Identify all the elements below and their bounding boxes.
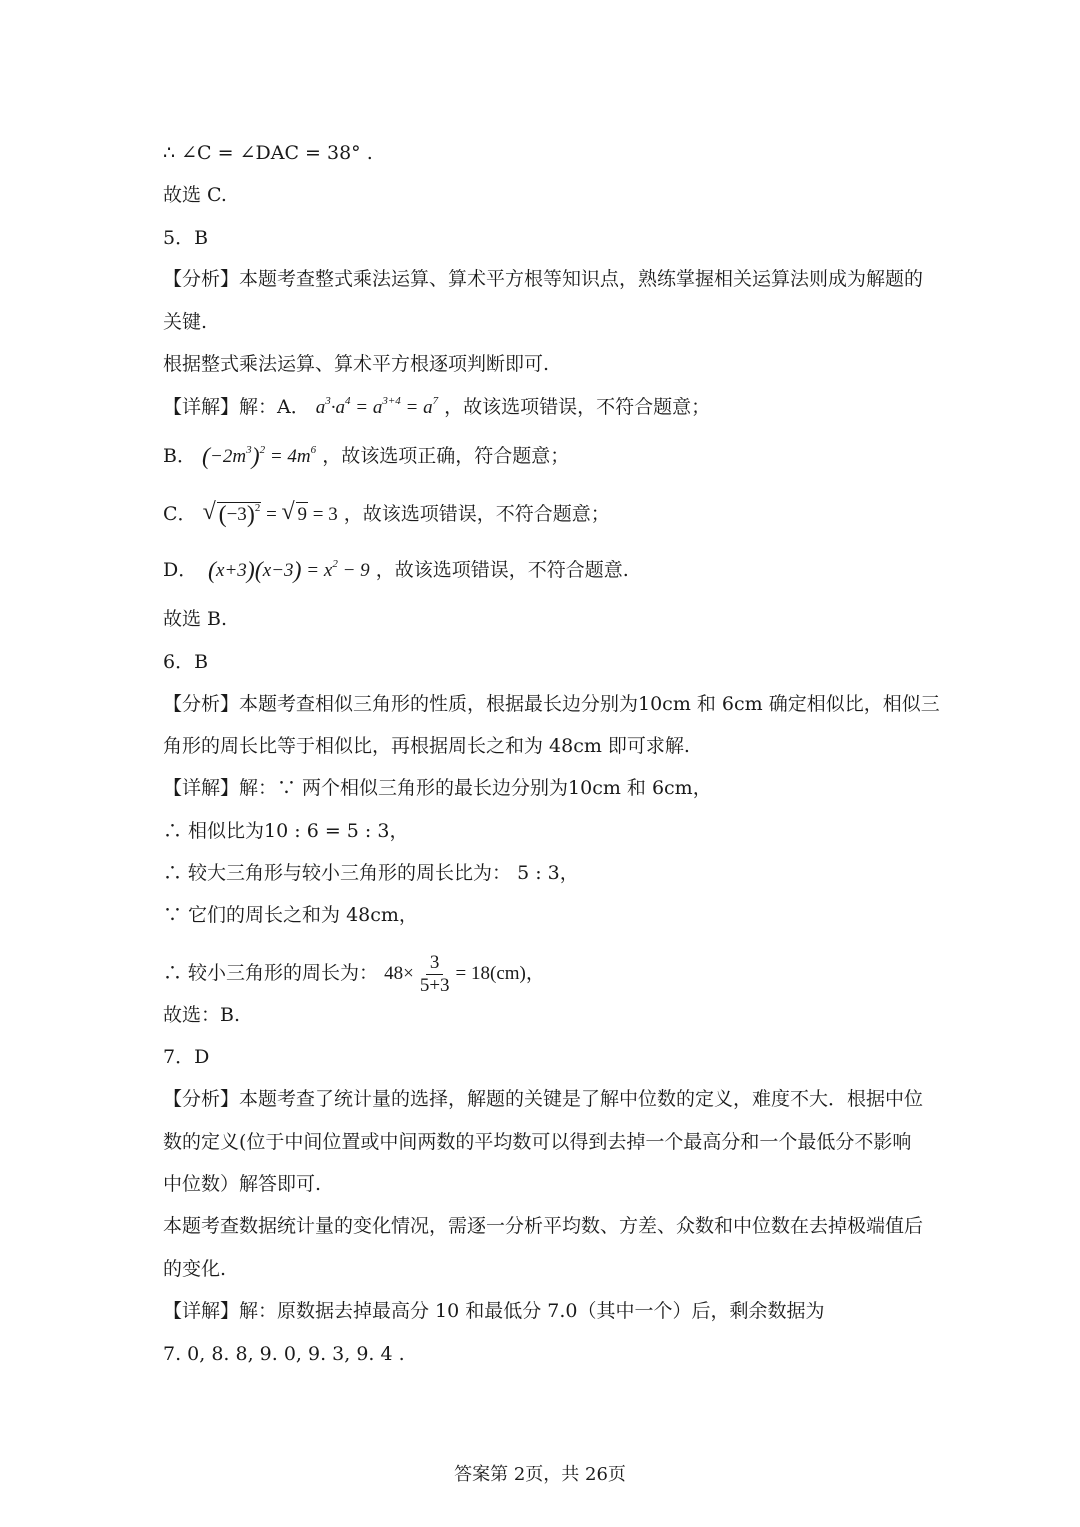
detail-line: ∴ 相似比为10 : 6 = 5 : 3， xyxy=(163,820,409,842)
analysis-line: 角形的周长比等于相似比，再根据周长之和为 48cm 即可求解. xyxy=(163,735,690,757)
question-5-answer: 5．B xyxy=(163,227,209,249)
line-prefix: D． xyxy=(163,559,198,581)
question-7-answer: 7．D xyxy=(163,1046,210,1068)
math-expression: $(-2m^3)^2 = 4m^6$ xyxy=(202,444,317,470)
fraction-denominator: 5+3 xyxy=(419,975,450,996)
line-suffix: ，故该选项正确，符合题意； xyxy=(322,445,570,467)
math-expression: $(x+3)(x-3) = x^2 - 9$ xyxy=(208,558,370,584)
detail-option-c-line xyxy=(163,500,930,529)
detail-line: 【详解】解：∵ 两个相似三角形的最长边分别为10cm 和 6cm， xyxy=(163,777,712,799)
analysis-line: 数的定义(位于中间位置或中间两数的平均数可以得到去掉一个最高分和一个最低分不影响 xyxy=(163,1131,912,1153)
detail-option-b-line xyxy=(163,442,930,471)
conclusion-angle-line: ∴ ∠C = ∠DAC = 38° . xyxy=(163,142,373,164)
analysis-line: 【分析】本题考查相似三角形的性质，根据最长边分别为10cm 和 6cm 确定相似比，相似三 xyxy=(163,693,940,715)
question-6-answer: 6．B xyxy=(163,651,209,673)
analysis-line: 关键. xyxy=(163,311,208,333)
perimeter-calculation-line xyxy=(163,952,930,997)
line-suffix: ，故该选项错误，不符合题意； xyxy=(444,396,711,418)
detail-option-a-line xyxy=(163,393,930,422)
remaining-data-line: 7. 0, 8. 8, 9. 0, 9. 3, 9. 4 . xyxy=(163,1343,405,1365)
line-prefix: B． xyxy=(163,445,196,467)
choice-line: 故选：B. xyxy=(163,1004,241,1026)
math-expression xyxy=(384,952,545,996)
analysis-line: 本题考查数据统计量的变化情况，需逐一分析平均数、方差、众数和中位数在去掉极端值后 xyxy=(163,1215,924,1237)
choice-line: 故选 B. xyxy=(163,608,228,630)
analysis-line: 【分析】本题考查整式乘法运算、算术平方根等知识点，熟练掌握相关运算法则成为解题的 xyxy=(163,268,924,290)
fraction xyxy=(416,952,454,997)
math-expression: √ $(-3)^2$ = √ 9 = 3 xyxy=(203,504,338,525)
line-prefix: 【详解】解：A． xyxy=(163,396,310,418)
line-prefix: C． xyxy=(163,503,197,525)
analysis-line: 根据整式乘法运算、算术平方根逐项判断即可. xyxy=(163,353,550,375)
math-tail: = 18(cm)， xyxy=(455,962,545,984)
analysis-line: 的变化. xyxy=(163,1258,227,1280)
line-suffix: ，故该选项错误，不符合题意. xyxy=(375,559,629,581)
math-expression: $a^3\cdot a^4 = a^{3+4} = a^7$ xyxy=(315,395,439,418)
detail-line: ∴ 较大三角形与较小三角形的周长比为： 5 : 3， xyxy=(163,862,579,884)
fraction-numerator: 3 xyxy=(426,952,444,975)
choice-line: 故选 C. xyxy=(163,184,227,206)
page-footer: 答案第 2页，共 26页 xyxy=(454,1464,626,1485)
math-lead: 48× xyxy=(384,962,414,984)
analysis-line: 【分析】本题考查了统计量的选择，解题的关键是了解中位数的定义，难度不大．根据中位 xyxy=(163,1088,924,1110)
detail-line: 【详解】解：原数据去掉最高分 10 和最低分 7.0（其中一个）后，剩余数据为 xyxy=(163,1300,825,1322)
line-suffix: ，故该选项错误，不符合题意； xyxy=(343,503,610,525)
analysis-line: 中位数）解答即可. xyxy=(163,1173,322,1195)
detail-line: ∵ 它们的周长之和为 48cm， xyxy=(163,904,418,926)
detail-option-d-line xyxy=(163,556,930,585)
line-prefix: ∴ 较小三角形的周长为： xyxy=(163,961,379,984)
